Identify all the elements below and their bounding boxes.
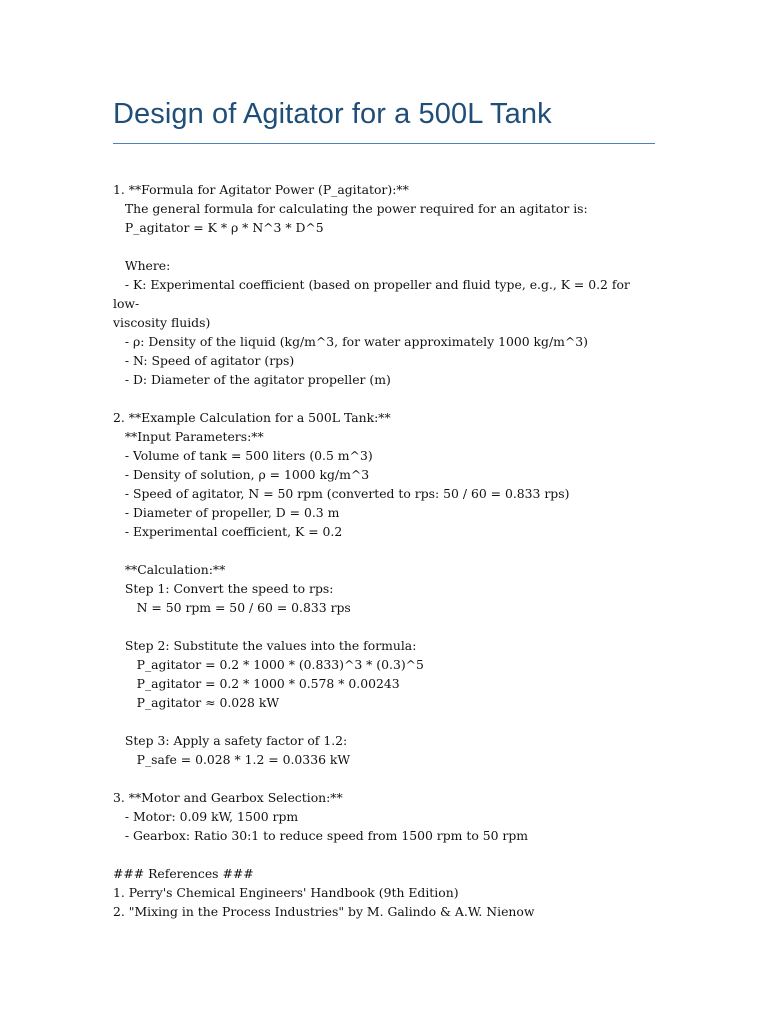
blank-line bbox=[113, 845, 655, 864]
text-line: 2. "Mixing in the Process Industries" by M. Galindo & A.W. Nienow bbox=[113, 904, 535, 919]
blank-line bbox=[113, 712, 655, 731]
text-line: - Diameter of propeller, D = 0.3 m bbox=[113, 505, 340, 520]
text-line: P_agitator = 0.2 * 1000 * (0.833)^3 * (0.3)^5 bbox=[113, 657, 424, 672]
text-line: Step 2: Substitute the values into the formula: bbox=[113, 638, 417, 653]
text-line: Step 1: Convert the speed to rps: bbox=[113, 581, 334, 596]
text-line: 3. **Motor and Gearbox Selection:** bbox=[113, 790, 343, 805]
title-divider bbox=[113, 143, 655, 144]
text-line: Where: bbox=[113, 258, 171, 273]
text-line: - K: Experimental coefficient (based on propeller and fluid type, e.g., K = 0.2 for low- bbox=[113, 277, 634, 311]
text-line: - Motor: 0.09 kW, 1500 rpm bbox=[113, 809, 299, 824]
blank-line bbox=[113, 389, 655, 408]
text-line: 2. **Example Calculation for a 500L Tank:** bbox=[113, 410, 391, 425]
text-line: The general formula for calculating the power required for an agitator is: bbox=[113, 201, 588, 216]
text-line: P_agitator = K * ρ * N^3 * D^5 bbox=[113, 220, 324, 235]
document-body bbox=[113, 180, 655, 921]
text-line: **Input Parameters:** bbox=[113, 429, 264, 444]
text-line: **Calculation:** bbox=[113, 562, 226, 577]
blank-line bbox=[113, 237, 655, 256]
text-line: - Experimental coefficient, K = 0.2 bbox=[113, 524, 343, 539]
text-line: - N: Speed of agitator (rps) bbox=[113, 353, 295, 368]
text-line: viscosity fluids) bbox=[113, 315, 211, 330]
text-line: P_agitator ≈ 0.028 kW bbox=[113, 695, 280, 710]
text-line: - Density of solution, ρ = 1000 kg/m^3 bbox=[113, 467, 370, 482]
text-line: Step 3: Apply a safety factor of 1.2: bbox=[113, 733, 348, 748]
text-line: ### References ### bbox=[113, 866, 254, 881]
blank-line bbox=[113, 617, 655, 636]
text-line: P_agitator = 0.2 * 1000 * 0.578 * 0.00243 bbox=[113, 676, 400, 691]
text-line: 1. Perry's Chemical Engineers' Handbook (9th Edition) bbox=[113, 885, 459, 900]
text-line: - ρ: Density of the liquid (kg/m^3, for water approximately 1000 kg/m^3) bbox=[113, 334, 589, 349]
blank-line bbox=[113, 769, 655, 788]
text-line: - Volume of tank = 500 liters (0.5 m^3) bbox=[113, 448, 373, 463]
blank-line bbox=[113, 541, 655, 560]
text-line: - Speed of agitator, N = 50 rpm (converted to rps: 50 / 60 = 0.833 rps) bbox=[113, 486, 570, 501]
document-page bbox=[113, 94, 655, 921]
document-title: Design of Agitator for a 500L Tank bbox=[113, 98, 552, 130]
text-line: - D: Diameter of the agitator propeller (m) bbox=[113, 372, 391, 387]
text-line: - Gearbox: Ratio 30:1 to reduce speed from 1500 rpm to 50 rpm bbox=[113, 828, 529, 843]
text-line: 1. **Formula for Agitator Power (P_agitator):** bbox=[113, 182, 409, 197]
text-line: N = 50 rpm = 50 / 60 = 0.833 rps bbox=[113, 600, 351, 615]
text-line: P_safe = 0.028 * 1.2 = 0.0336 kW bbox=[113, 752, 351, 767]
